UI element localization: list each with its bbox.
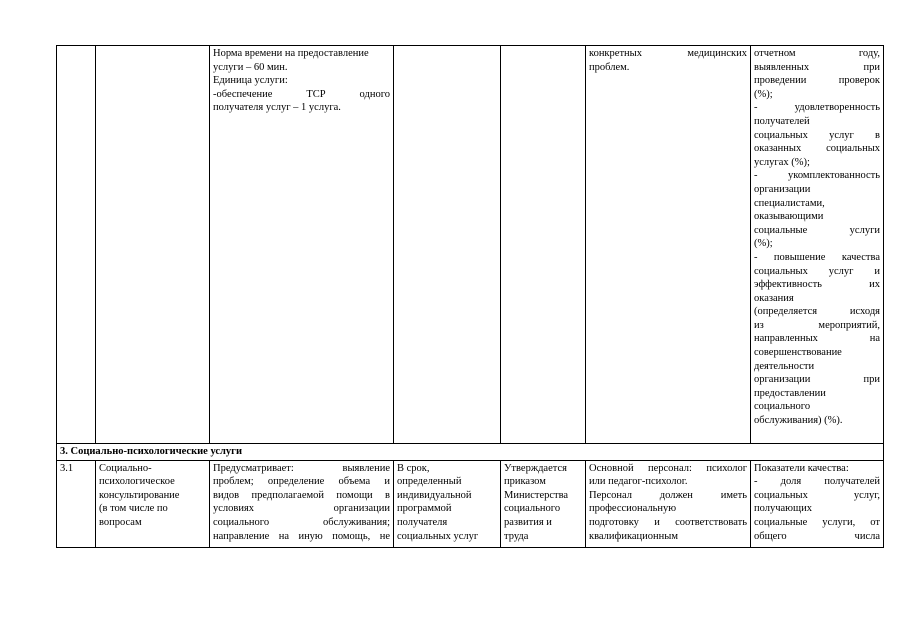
text-line: совершенствование xyxy=(754,347,842,359)
text-line: проблем. xyxy=(589,61,630,73)
text-line: социальные услуги, от xyxy=(754,516,880,528)
text-line: получающих xyxy=(754,503,812,515)
text-line: деятельности xyxy=(754,360,815,372)
text-line: психологическое xyxy=(99,476,175,488)
text-line: из мероприятий, xyxy=(754,319,880,331)
text-line: общего числа xyxy=(754,530,880,542)
text-line: Министерства xyxy=(504,489,569,501)
text-line: (определяется исходя xyxy=(754,306,880,318)
text-line: проведении проверок xyxy=(754,75,880,87)
cell-service-term xyxy=(394,46,501,444)
text-line: социальных услуг, xyxy=(754,489,880,501)
text-line: квалификационным xyxy=(589,530,678,542)
text-line: (%); xyxy=(754,88,773,100)
text-line: приказом xyxy=(504,476,546,488)
text-line: эффективность их xyxy=(754,279,880,291)
text-line: развития и xyxy=(504,516,552,528)
text-line: определенный xyxy=(397,476,462,488)
text-line: оказывающими xyxy=(754,211,824,223)
text-line: - удовлетворенность xyxy=(754,102,880,114)
cell-service-name xyxy=(96,46,210,444)
table-row xyxy=(57,460,884,547)
text-line: Основной персонал: психолог xyxy=(589,462,747,474)
text-line: - укомплектованность xyxy=(754,170,880,182)
cell-service-term xyxy=(394,460,501,547)
cell-service-content xyxy=(210,46,394,444)
text-line: социального xyxy=(754,401,811,413)
text-line: направление на иную помощь, не xyxy=(213,530,390,542)
text-line: (в том числе по xyxy=(99,503,168,515)
text-line: или педагог-психолог. xyxy=(589,476,688,488)
text-line: предоставлении xyxy=(754,387,826,399)
text-line: услугах (%); xyxy=(754,156,810,168)
cell-service-name xyxy=(96,460,210,547)
text-line: Предусматривает: выявление xyxy=(213,462,390,474)
section-header-row xyxy=(57,444,884,461)
text-line: социальных услуг в xyxy=(754,129,880,141)
text-line: В срок, xyxy=(397,462,430,474)
cell-service-content xyxy=(210,460,394,547)
text-line: - повышение качества xyxy=(754,251,880,263)
section-title: 3. Социально-психологические услуги xyxy=(57,444,884,461)
text-line: консультирование xyxy=(99,489,180,501)
text-line: оказания xyxy=(754,292,794,304)
text-line: индивидуальной xyxy=(397,489,472,501)
text-line: подготовку и соответствовать xyxy=(589,516,747,528)
text-line: получателя xyxy=(397,516,448,528)
text-line: обслуживания) (%). xyxy=(754,415,843,427)
table-row xyxy=(57,46,884,444)
text-line: -обеспечение ТСР одного xyxy=(213,88,390,100)
text-line: отчетном году, xyxy=(754,48,880,59)
text-line: Социально- xyxy=(99,462,152,474)
text-line: специалистами, xyxy=(754,197,825,209)
text-line: профессиональную xyxy=(589,503,677,515)
cell-service-tariff xyxy=(501,46,586,444)
cell-service-tariff xyxy=(501,460,586,547)
text-line: организации xyxy=(754,183,811,195)
text-line: получателя услуг – 1 услуга. xyxy=(213,102,341,114)
text-line: организации при xyxy=(754,374,880,386)
text-line: Персонал должен иметь xyxy=(589,489,747,501)
cell-number xyxy=(57,46,96,444)
text-line: проблем; определение объема и xyxy=(213,476,390,488)
text-line: программой xyxy=(397,503,452,515)
cell-number: 3.1 xyxy=(57,460,96,547)
text-line: вопросам xyxy=(99,516,142,528)
text-line: труда xyxy=(504,530,529,542)
text-line: условиях организации xyxy=(213,503,390,515)
text-line: Показатели качества: xyxy=(754,462,849,474)
services-table xyxy=(56,45,884,548)
text-line: Утверждается xyxy=(504,462,567,474)
text-line: социальных услуг xyxy=(397,530,479,542)
text-line: оказанных социальных xyxy=(754,143,880,155)
text-line: конкретных медицинских xyxy=(589,48,747,59)
text-line: Норма времени на предоставление xyxy=(213,48,369,59)
text-line: направленных на xyxy=(754,333,880,345)
text-line: Единица услуги: xyxy=(213,75,288,87)
cell-quality-indicators xyxy=(751,460,884,547)
text-line: видов предполагаемой помощи в xyxy=(213,489,390,501)
text-line: услуги – 60 мин. xyxy=(213,61,288,73)
text-line: социального xyxy=(504,503,561,515)
text-line: - доля получателей xyxy=(754,476,880,488)
text-line: социального обслуживания; xyxy=(213,516,390,528)
text-line: социальные услуги xyxy=(754,224,880,236)
text-line: выявленных при xyxy=(754,61,880,73)
cell-service-conditions xyxy=(586,460,751,547)
text-line: получателей xyxy=(754,115,810,127)
text-line: социальных услуг и xyxy=(754,265,880,277)
cell-service-conditions xyxy=(586,46,751,444)
text-line: (%); xyxy=(754,238,773,250)
cell-quality-indicators xyxy=(751,46,884,444)
